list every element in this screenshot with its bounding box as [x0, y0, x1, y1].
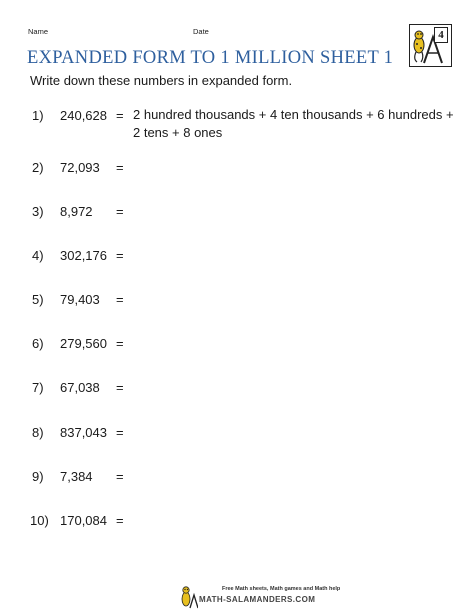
- equals-sign: =: [116, 380, 124, 395]
- question-number: 8): [32, 425, 44, 440]
- equals-sign: =: [116, 513, 124, 528]
- equals-sign: =: [116, 469, 124, 484]
- question-row: [0, 204, 474, 224]
- equals-sign: =: [116, 336, 124, 351]
- question-number: 3): [32, 204, 44, 219]
- footer-brand[interactable]: MATH-SALAMANDERS.COM: [199, 595, 316, 604]
- question-number: 9): [32, 469, 44, 484]
- equals-sign: =: [116, 204, 124, 219]
- equals-sign: =: [116, 248, 124, 263]
- question-number: 5): [32, 292, 44, 307]
- question-value: 302,176: [60, 248, 107, 263]
- grade-badge: 4: [434, 27, 448, 43]
- question-row: [0, 469, 474, 489]
- salamander-logo-icon: [409, 24, 452, 67]
- footer-salamander-icon: [178, 585, 198, 614]
- question-number: 6): [32, 336, 44, 351]
- footer-salamander-figure-icon: [178, 585, 198, 609]
- question-number: 2): [32, 160, 44, 175]
- question-value: 8,972: [60, 204, 93, 219]
- equals-sign: =: [116, 292, 124, 307]
- equals-sign: =: [116, 160, 124, 175]
- question-value: 279,560: [60, 336, 107, 351]
- question-number: 4): [32, 248, 44, 263]
- page-title: EXPANDED FORM TO 1 MILLION SHEET 1: [27, 48, 394, 68]
- question-value: 837,043: [60, 425, 107, 440]
- question-value: 240,628: [60, 108, 107, 123]
- question-value: 170,084: [60, 513, 107, 528]
- question-value: 72,093: [60, 160, 100, 175]
- question-number: 10): [30, 513, 49, 528]
- question-value: 67,038: [60, 380, 100, 395]
- question-row: [0, 107, 474, 140]
- question-row: [0, 513, 474, 533]
- question-row: [0, 160, 474, 180]
- date-label: Date: [193, 27, 209, 36]
- equals-sign: =: [116, 425, 124, 440]
- question-number: 7): [32, 380, 44, 395]
- question-value: 79,403: [60, 292, 100, 307]
- question-value: 7,384: [60, 469, 93, 484]
- footer-tagline: Free Math sheets, Math games and Math help: [222, 586, 341, 592]
- question-number: 1): [32, 108, 44, 123]
- answer-field[interactable]: 2 hundred thousands + 4 ten thousands + 6 hundreds + 2 tens + 8 ones: [133, 107, 454, 140]
- question-row: [0, 380, 474, 400]
- question-row: [0, 292, 474, 312]
- question-row: [0, 425, 474, 445]
- equals-sign: =: [116, 108, 124, 123]
- name-label: Name: [28, 27, 49, 36]
- question-row: [0, 336, 474, 356]
- instructions: Write down these numbers in expanded form.: [30, 73, 293, 88]
- question-row: [0, 248, 474, 268]
